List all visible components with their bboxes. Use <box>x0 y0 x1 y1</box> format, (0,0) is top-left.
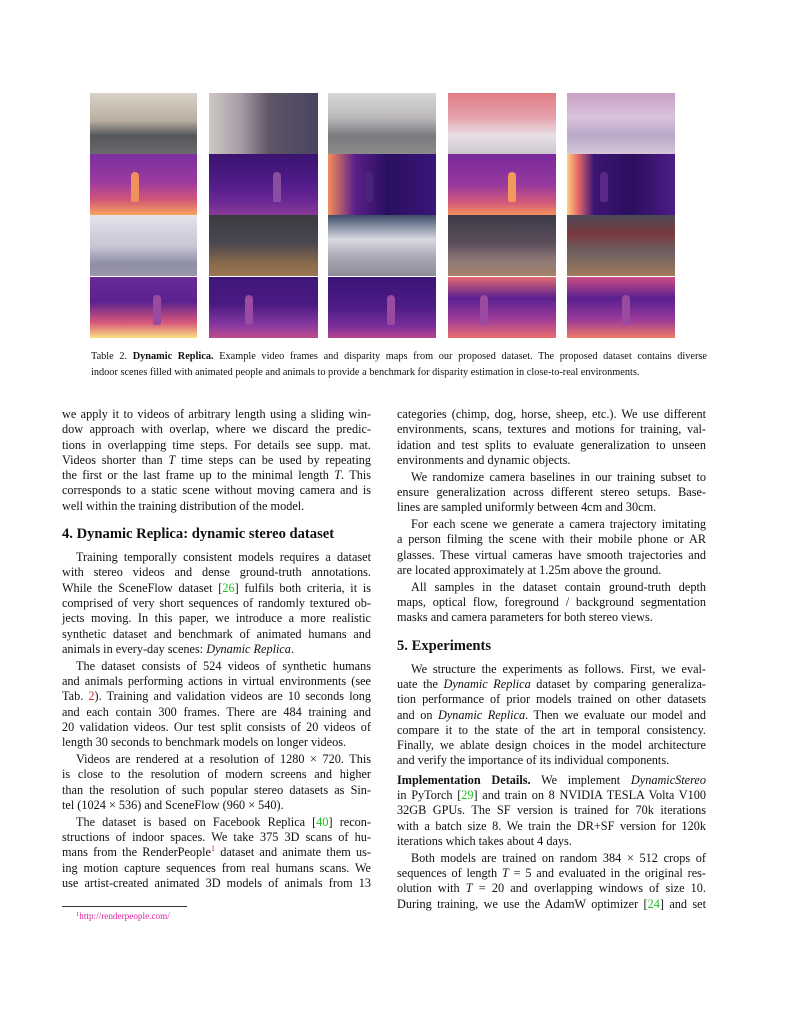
caption-text: Table 2. <box>91 351 133 362</box>
text: ing motion capture sequences from real humans scans. We <box>62 860 371 875</box>
rgb-frame <box>90 215 197 276</box>
paragraph <box>397 773 706 849</box>
text: use artist-created animated 3D models of animals from 13 <box>62 875 371 890</box>
rgb-frame <box>209 215 318 276</box>
text-line <box>397 548 706 563</box>
paragraph <box>62 550 371 657</box>
emphasis-text: T <box>465 881 473 896</box>
text-line <box>62 453 371 468</box>
text: we apply it to videos of arbitrary length using a sliding win- <box>62 407 371 421</box>
text-line <box>62 876 371 891</box>
text-line <box>397 563 706 578</box>
text: tions in overlapping time steps. For details see supp. mat. <box>62 437 371 452</box>
text: olution with <box>397 881 466 896</box>
text: structions of indoor spaces. We take 375 3D scans of hu- <box>62 829 371 844</box>
text-line <box>62 720 371 735</box>
emphasis-text: Dynamic Replica <box>437 707 526 722</box>
text: and animals performing actions in virtual environments (see <box>62 673 371 688</box>
footnote-link[interactable]: http://renderpeople.com/ <box>79 911 170 921</box>
person-silhouette <box>622 295 630 325</box>
text-line <box>397 485 706 500</box>
disparity-map <box>448 154 556 215</box>
citation-link[interactable]: 24 <box>647 896 660 911</box>
text-line <box>397 773 706 788</box>
text-line <box>397 851 706 866</box>
text: tel (1024 × 536) and SceneFlow (960 × 540). <box>62 797 284 812</box>
text-line <box>397 803 706 818</box>
text: . Then we evaluate our model and <box>525 707 706 722</box>
text: compare it to the state of the art in temporal consistency. <box>397 722 706 737</box>
text: a person filming the scene with their mobile phone or AR <box>397 532 706 547</box>
text: All samples in the dataset contain ground-truth depth <box>411 579 706 594</box>
text-line <box>397 692 706 707</box>
rgb-frame <box>328 215 436 276</box>
person-silhouette <box>245 295 253 325</box>
rgb-frame <box>328 93 436 154</box>
table-caption <box>91 349 707 381</box>
paragraph-heading: Implementation Details. <box>397 772 531 787</box>
paragraph <box>62 752 371 813</box>
text: dataset by comparing generaliza- <box>530 676 706 691</box>
dataset-figure-grid <box>90 93 676 338</box>
caption-label: Dynamic Replica. <box>132 351 214 362</box>
caption-line <box>91 349 707 365</box>
text: lines are sampled uniformly between 4cm and 30cm. <box>397 500 657 515</box>
disparity-map <box>567 154 675 215</box>
text: While the SceneFlow dataset [ <box>62 580 223 595</box>
text-line <box>397 595 706 610</box>
person-silhouette <box>273 172 281 202</box>
figure-column <box>209 93 318 338</box>
text: and on <box>397 707 438 722</box>
text-line <box>397 897 706 912</box>
text: time steps can be used by repeating <box>175 452 371 467</box>
text: than the resolution of such popular stereo datasets as Sin- <box>62 782 371 797</box>
text-line <box>62 499 371 514</box>
emphasis-text: T <box>168 452 176 467</box>
citation-link[interactable]: 26 <box>222 580 235 595</box>
text-line <box>62 642 371 657</box>
figure-column <box>328 93 436 338</box>
figure-column <box>448 93 556 338</box>
caption-line <box>91 365 707 381</box>
text-line <box>397 662 706 677</box>
text-line <box>397 580 706 595</box>
text: ] fulfils both criteria, it is <box>234 580 371 595</box>
text: categories (chimp, dog, horse, sheep, etc.). We use different <box>397 407 706 421</box>
text: well within the training distribution of the model. <box>62 498 305 513</box>
table-reference-link[interactable]: 2 <box>88 689 95 704</box>
caption-text: Example video frames and disparity maps from our proposed dataset. The proposed dataset contains diverse <box>213 351 707 362</box>
text: corresponds to a static scene without moving camera and is <box>62 483 371 498</box>
text-line <box>62 468 371 483</box>
person-silhouette <box>480 295 488 325</box>
text-line <box>397 834 706 849</box>
disparity-map <box>209 154 318 215</box>
text: environments, scans, textures and motions for training, val- <box>397 422 706 437</box>
text: glasses. These virtual cameras have smooth trajectories and <box>397 547 706 562</box>
text: animals in every-day scenes: <box>62 641 207 656</box>
text: The dataset consists of 524 videos of synthetic humans <box>76 658 371 673</box>
footnote <box>76 909 170 922</box>
text-line <box>397 866 706 881</box>
text: We implement <box>530 772 631 787</box>
text-line <box>62 550 371 565</box>
text-line <box>397 610 706 625</box>
disparity-map <box>328 154 436 215</box>
rgb-frame <box>209 93 318 154</box>
text: Videos are rendered at a resolution of 1280 × 720. This <box>76 751 371 766</box>
text-line <box>62 422 371 437</box>
paragraph <box>62 659 371 751</box>
text: ] and train on 8 NVIDIA TESLA Volta V100 <box>473 788 706 803</box>
text-line <box>62 581 371 596</box>
emphasis-text: T <box>334 468 342 483</box>
left-column <box>62 407 371 891</box>
text: in PyTorch [ <box>397 788 462 803</box>
text-line <box>62 798 371 813</box>
rgb-frame <box>448 215 556 276</box>
text-line <box>397 708 706 723</box>
text: tion performance of prior models trained on other datasets <box>397 692 706 707</box>
paragraph <box>397 407 706 468</box>
text: 32GB GPUs. The SF version is trained for 70k iterations <box>397 803 706 818</box>
text-line <box>397 723 706 738</box>
emphasis-text: Dynamic Replica <box>443 676 531 691</box>
text-line <box>62 830 371 845</box>
text-line <box>397 738 706 753</box>
text: We randomize camera baselines in our training subset to <box>411 469 706 484</box>
text-line <box>397 407 706 422</box>
emphasis-text: Dynamic Replica <box>206 641 291 656</box>
text-line <box>397 500 706 515</box>
rgb-frame <box>567 215 675 276</box>
text: ] recon- <box>328 814 371 829</box>
text-line <box>397 517 706 532</box>
text-line <box>62 565 371 580</box>
disparity-map <box>448 277 556 338</box>
text: 20 validation videos. Our test split consists of 20 videos of <box>62 719 371 734</box>
text-line <box>62 689 371 704</box>
text-line <box>62 845 371 860</box>
person-silhouette <box>600 172 608 202</box>
text-line <box>62 407 371 422</box>
right-column <box>397 407 706 912</box>
footnote-marker-link[interactable]: 1 <box>211 844 215 854</box>
paragraph <box>397 517 706 578</box>
text-line <box>397 453 706 468</box>
text-line <box>62 438 371 453</box>
paragraph <box>397 470 706 516</box>
text: idation and test splits to evaluate generalization to unseen <box>397 437 706 452</box>
text-line <box>397 470 706 485</box>
text-line <box>397 438 706 453</box>
rgb-frame <box>567 93 675 154</box>
emphasis-text: T <box>501 866 509 881</box>
text: For each scene we generate a camera trajectory imitating <box>411 517 706 532</box>
text-line <box>62 483 371 498</box>
text: and verify the importance of its individual components. <box>397 753 670 768</box>
text-line <box>397 819 706 834</box>
text: the first or the last frame up to the minimal length <box>62 468 335 483</box>
text: are located approximately at 1.25m above the ground. <box>397 562 662 577</box>
text: Videos shorter than <box>62 452 169 467</box>
text: is close to the resolution of modern screens and higher <box>62 767 371 782</box>
paragraph <box>397 580 706 626</box>
person-silhouette <box>508 172 516 202</box>
paragraph <box>62 815 371 891</box>
person-silhouette <box>387 295 395 325</box>
text-line <box>397 532 706 547</box>
disparity-map <box>328 277 436 338</box>
text: Finally, we ablate design choices in the model architecture <box>397 738 706 753</box>
figure-column <box>90 93 197 338</box>
text: with a batch size 8. We train the DR+SF version for 120k <box>397 818 706 833</box>
text: = 5 and evaluated in the original res- <box>508 866 706 881</box>
text-line <box>397 422 706 437</box>
text-line <box>62 627 371 642</box>
text-line <box>397 788 706 803</box>
text: dow approach with overlap, where we discard the predic- <box>62 422 371 437</box>
text-line <box>397 677 706 692</box>
text: synthetic dataset and benchmark of animated humans and <box>62 626 371 641</box>
text-line <box>62 861 371 876</box>
text-line <box>62 815 371 830</box>
text-line <box>62 705 371 720</box>
text: We structure the experiments as follows. First, we eval- <box>411 661 706 676</box>
text: maps, optical flow, foreground / background segmentation <box>397 595 706 610</box>
text: iterations which takes about 4 days. <box>397 833 572 848</box>
caption-text: indoor scenes filled with animated people and animals to provide a benchmark for disparity estimation in close-to-real environments. <box>91 367 640 378</box>
text-line <box>397 881 706 896</box>
text-line <box>62 767 371 782</box>
rgb-frame <box>448 93 556 154</box>
text: comprised of very short sequences of randomly textured ob- <box>62 595 371 610</box>
text: and each contain 300 frames. There are 484 training and <box>62 704 371 719</box>
text: . <box>290 641 294 656</box>
rgb-frame <box>90 93 197 154</box>
text: During training, we use the AdamW optimizer [ <box>397 896 648 911</box>
text-line <box>62 596 371 611</box>
text: jects moving. In this paper, we introduce a more realistic <box>62 611 371 626</box>
person-silhouette <box>131 172 139 202</box>
text: with stereo videos and dense ground-truth annotations. <box>62 565 371 580</box>
text-line <box>62 611 371 626</box>
disparity-map <box>567 277 675 338</box>
text: uate the <box>397 676 444 691</box>
text: . This <box>341 468 371 483</box>
footnote-mark: 1 <box>76 911 80 918</box>
text-line <box>62 674 371 689</box>
text: masks and camera parameters for both stereo views. <box>397 610 653 625</box>
text-line <box>62 783 371 798</box>
person-silhouette <box>153 295 161 325</box>
section-heading: 5. Experiments <box>397 637 492 654</box>
text: ). Training and validation videos are 10 seconds long <box>94 689 371 704</box>
person-silhouette <box>365 172 373 202</box>
text: ensure generalization across different stereo setups. Base- <box>397 484 706 499</box>
text: The dataset is based on Facebook Replica [ <box>76 814 317 829</box>
text: Tab. <box>62 689 89 704</box>
text: Both models are trained on random 384 × 512 crops of <box>411 850 706 865</box>
citation-link[interactable]: 40 <box>316 814 329 829</box>
disparity-map <box>209 277 318 338</box>
figure-column <box>567 93 675 338</box>
paragraph <box>397 851 706 912</box>
footnote-rule <box>62 906 187 907</box>
text-line <box>62 659 371 674</box>
text-line <box>397 753 706 768</box>
text: environments and dynamic objects. <box>397 452 571 467</box>
text: Training temporally consistent models requires a dataset <box>76 550 371 565</box>
text: ] and set <box>659 896 706 911</box>
text: = 20 and overlapping windows of size 10. <box>472 881 706 896</box>
text-line <box>62 752 371 767</box>
text-line <box>62 735 371 750</box>
citation-link[interactable]: 29 <box>461 788 474 803</box>
disparity-map <box>90 154 197 215</box>
disparity-map <box>90 277 197 338</box>
paragraph <box>397 662 706 769</box>
emphasis-text: DynamicStereo <box>630 772 706 787</box>
paragraph <box>62 407 371 514</box>
text: length 30 seconds to benchmark models on longer videos. <box>62 735 347 750</box>
text: sequences of length <box>397 866 502 881</box>
text: dataset and animate them us- <box>215 845 371 860</box>
text: mans from the RenderPeople <box>62 845 211 860</box>
section-heading: 4. Dynamic Replica: dynamic stereo dataset <box>62 526 335 543</box>
